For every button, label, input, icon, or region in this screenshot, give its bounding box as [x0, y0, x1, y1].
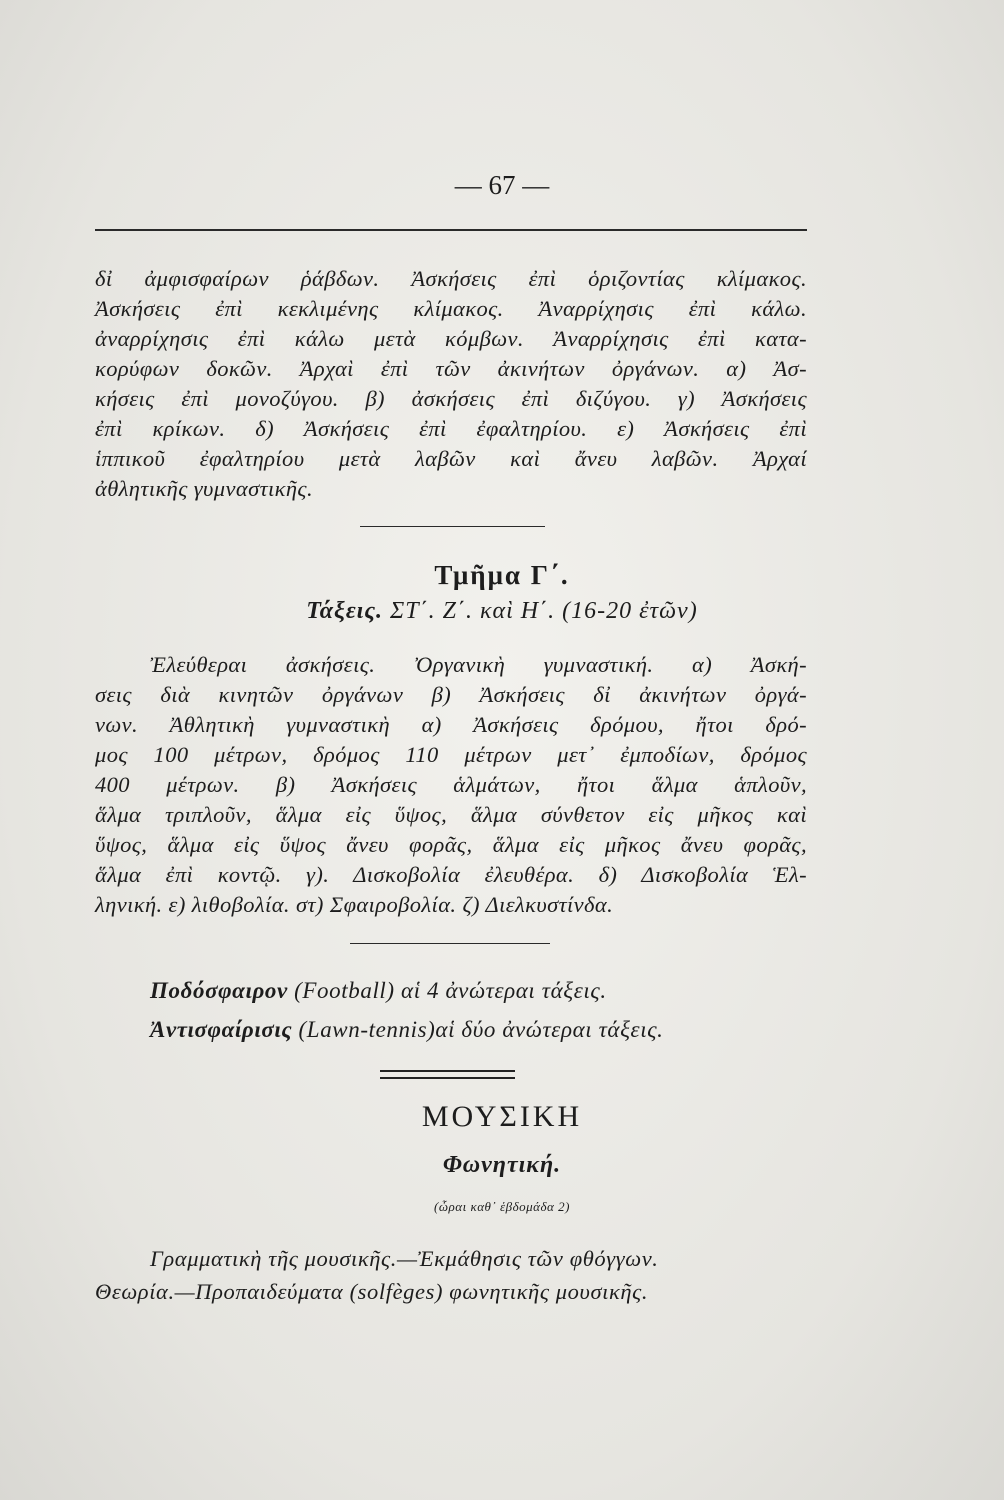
- text-line: Γραμματικὴ τῆς μουσικῆς.—Ἐκμάθησις τῶν φθόγγων.: [150, 1246, 659, 1271]
- music-hours: (ὧραι καθ᾽ ἑβδομάδα 2): [434, 1199, 570, 1214]
- music-paragraph: [95, 1242, 808, 1308]
- text-line: ληνική. ε) λιθοβολία. στ) Σφαιροβολία. ζ) Διελκυστίνδα.: [95, 892, 614, 917]
- sport-name: Ποδόσφαιρον: [150, 978, 288, 1003]
- text-line: ἀναρρίχησις ἐπὶ κάλω μετὰ κόμβων. Ἀναρρίχησις ἐπὶ κατα-: [95, 326, 807, 351]
- text-line: ἅλμα ἐπὶ κοντῷ. γ). Δισκοβολία ἐλευθέρα. δ) Δισκοβολία Ἑλ-: [95, 862, 807, 887]
- text-line: ἐπὶ κρίκων. δ) Ἀσκήσεις ἐπὶ ἐφαλτηρίου. ε) Ἀσκήσεις ἐπὶ: [95, 416, 807, 441]
- music-title: ΜΟΥΣΙΚΗ: [421, 1100, 583, 1133]
- sports-divider: [350, 943, 550, 944]
- text-line: δἰ ἀμφισφαίρων ῥάβδων. Ἀσκήσεις ἐπὶ ὁριζοντίας κλίμακος.: [95, 266, 807, 291]
- music-double-rule: [380, 1070, 515, 1079]
- header-rule: [95, 229, 807, 231]
- text-line: 400 μέτρων. β) Ἀσκήσεις ἁλμάτων, ἤτοι ἅλμα ἁπλοῦν,: [95, 772, 807, 797]
- page-number: — 67 —: [454, 170, 550, 200]
- classes-label: Τάξεις.: [306, 598, 384, 624]
- text-line: Ἐλεύθεραι ἀσκήσεις. Ὀργανικὴ γυμναστική. α) Ἀσκή-: [150, 652, 807, 677]
- section-classes: [0, 598, 1004, 625]
- text-line: κήσεις ἐπὶ μονοζύγου. β) ἀσκήσεις ἐπὶ διζύγου. γ) Ἀσκήσεις: [95, 386, 807, 411]
- sport-tennis: [150, 1017, 663, 1043]
- text-line: Θεωρία.—Προπαιδεύματα (solfèges) φωνητικῆς μουσικῆς.: [95, 1279, 649, 1304]
- sport-detail: (Football) αἱ 4 ἀνώτεραι τάξεις.: [287, 978, 607, 1003]
- intro-paragraph: [95, 264, 807, 504]
- text-line: νων. Ἀθλητικὴ γυμναστικὴ α) Ἀσκήσεις δρόμου, ἤτοι δρό-: [95, 712, 807, 737]
- sport-name: Ἀντισφαίρισις: [150, 1017, 293, 1042]
- text-line: Ἀσκήσεις ἐπὶ κεκλιμένης κλίμακος. Ἀναρρίχησις ἐπὶ κάλω.: [95, 296, 807, 321]
- text-line: κορύφων δοκῶν. Ἀρχαὶ ἐπὶ τῶν ἀκινήτων ὀργάνων. α) Ἀσ-: [95, 356, 807, 381]
- sport-football: [150, 978, 607, 1004]
- text-line: σεις διὰ κινητῶν ὀργάνων β) Ἀσκήσεις δἰ ἀκινήτων ὀργά-: [95, 682, 807, 707]
- sport-detail: (Lawn-tennis)αἱ δύο ἀνώτεραι τάξεις.: [292, 1017, 664, 1042]
- text-line: ὕψος, ἅλμα εἰς ὕψος ἄνευ φορᾶς, ἅλμα εἰς μῆκος ἄνευ φορᾶς,: [95, 832, 807, 857]
- classes-detail: ΣΤ΄. Ζ΄. καὶ Η΄. (16-20 ἐτῶν): [383, 598, 698, 624]
- section-paragraph: [95, 650, 807, 920]
- text-line: μος 100 μέτρων, δρόμος 110 μέτρων μετ᾽ ἐμποδίων, δρόμος: [95, 742, 807, 767]
- text-line: ἅλμα τριπλοῦν, ἅλμα εἰς ὕψος, ἅλμα σύνθετον εἰς μῆκος καὶ: [95, 802, 807, 827]
- text-line: ἱππικοῦ ἐφαλτηρίου μετὰ λαβῶν καὶ ἄνευ λαβῶν. Ἀρχαί: [95, 446, 807, 471]
- section-title: Τμῆμα Γ΄.: [434, 560, 570, 590]
- music-subtitle: Φωνητική.: [442, 1152, 562, 1178]
- section-divider: [360, 526, 545, 527]
- text-line: ἀθλητικῆς γυμναστικῆς.: [95, 476, 313, 501]
